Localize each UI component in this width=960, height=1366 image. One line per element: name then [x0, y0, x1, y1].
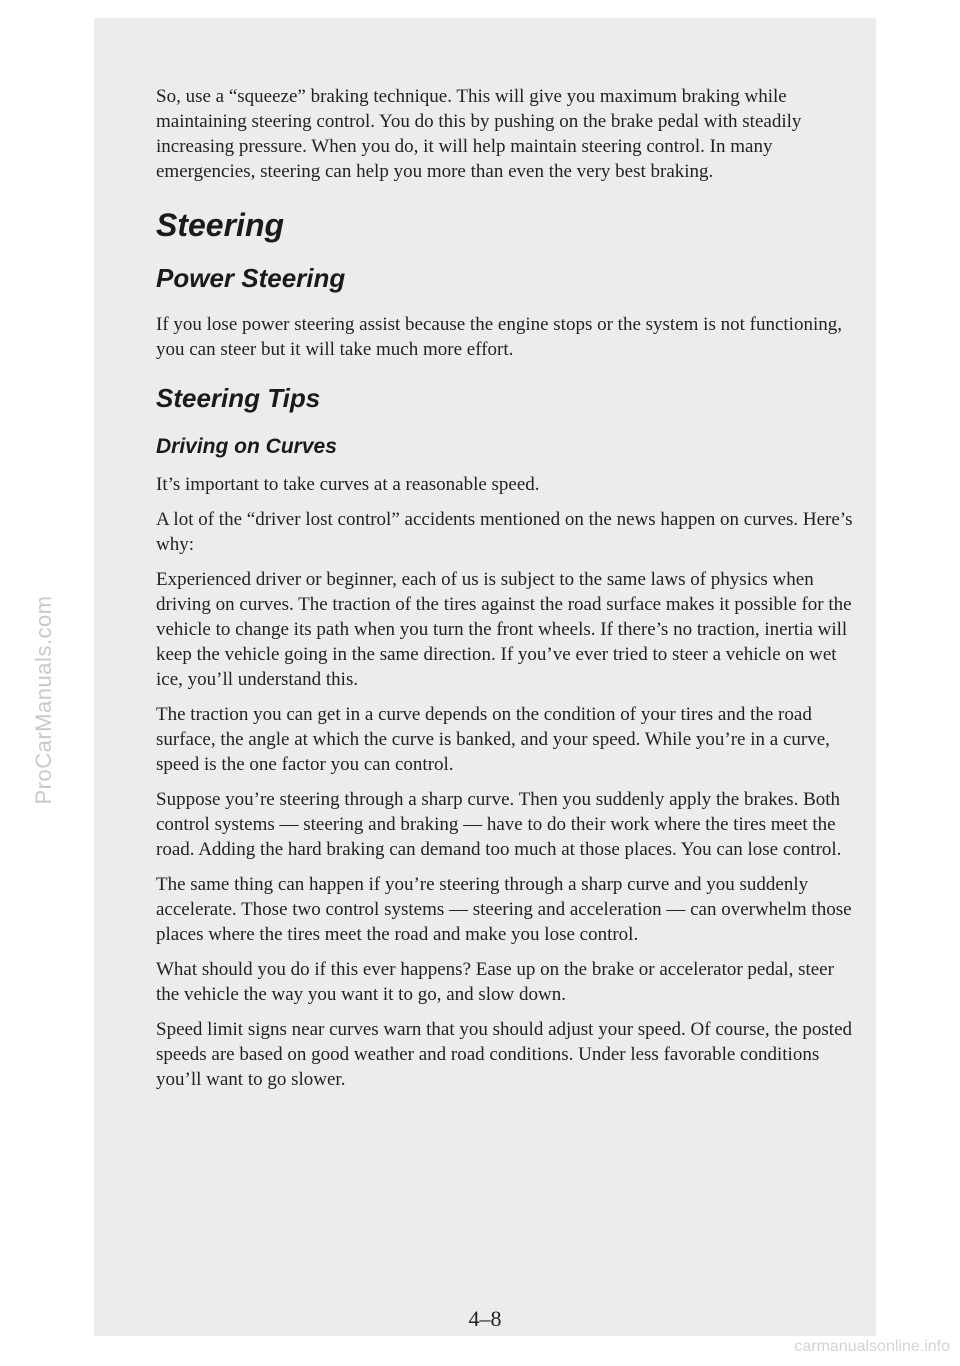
manual-page	[94, 18, 876, 1336]
heading-power-steering: Power Steering	[156, 263, 346, 293]
paragraph-squeeze-braking: So, use a “squeeze” braking technique. This will give you maximum braking while maintaining steering control. You do this by pushing on the brake pedal with steadily increasing pressure. When you do, it will help maintain steering control. In many emergencies, steering can help you more than even the very best braking.	[156, 86, 802, 182]
paragraph-curves-speed-signs: Speed limit signs near curves warn that you should adjust your speed. Of course, the posted speeds are based on good weather and road conditions. Under less favorable conditions you’ll want to go slower.	[156, 1019, 852, 1090]
paragraph-curves-speed: It’s important to take curves at a reasonable speed.	[156, 474, 540, 495]
paragraph-power-steering: If you lose power steering assist because the engine stops or the system is not functioning, you can steer but it will take much more effort.	[156, 314, 842, 360]
paragraph-curves-traction: The traction you can get in a curve depends on the condition of your tires and the road surface, the angle at which the curve is banked, and your speed. While you’re in a curve, speed is the one factor you can control.	[156, 704, 830, 775]
paragraph-curves-what-to-do: What should you do if this ever happens? Ease up on the brake or accelerator pedal, steer the vehicle the way you want it to go, and slow down.	[156, 959, 834, 1005]
page-content	[156, 84, 856, 1102]
heading-steering-tips: Steering Tips	[156, 383, 321, 413]
bottom-watermark: carmanualsonline.info	[794, 1338, 950, 1355]
heading-steering: Steering	[156, 207, 285, 243]
paragraph-curves-accidents: A lot of the “driver lost control” accidents mentioned on the news happen on curves. Here’s why:	[156, 509, 853, 555]
paragraph-curves-physics: Experienced driver or beginner, each of us is subject to the same laws of physics when driving on curves. The traction of the tires against the road surface makes it possible for the vehicle to change its path when you turn the front wheels. If there’s no traction, inertia will keep the vehicle going in the same direction. If you’ve ever tried to steer a vehicle on wet ice, you’ll understand this.	[156, 569, 852, 690]
heading-driving-on-curves: Driving on Curves	[156, 435, 337, 458]
paragraph-curves-braking: Suppose you’re steering through a sharp curve. Then you suddenly apply the brakes. Both control systems — steering and braking — have to do their work where the tires meet the road. Adding the hard braking can demand too much at those places. You can lose control.	[156, 789, 842, 860]
paragraph-curves-acceleration: The same thing can happen if you’re steering through a sharp curve and you suddenly accelerate. Those two control systems — steering and acceleration — can overwhelm those places where the tires meet the road and make you lose control.	[156, 874, 852, 945]
side-watermark: ProCarManuals.com	[31, 595, 56, 805]
page-number: 4–8	[468, 1306, 502, 1331]
